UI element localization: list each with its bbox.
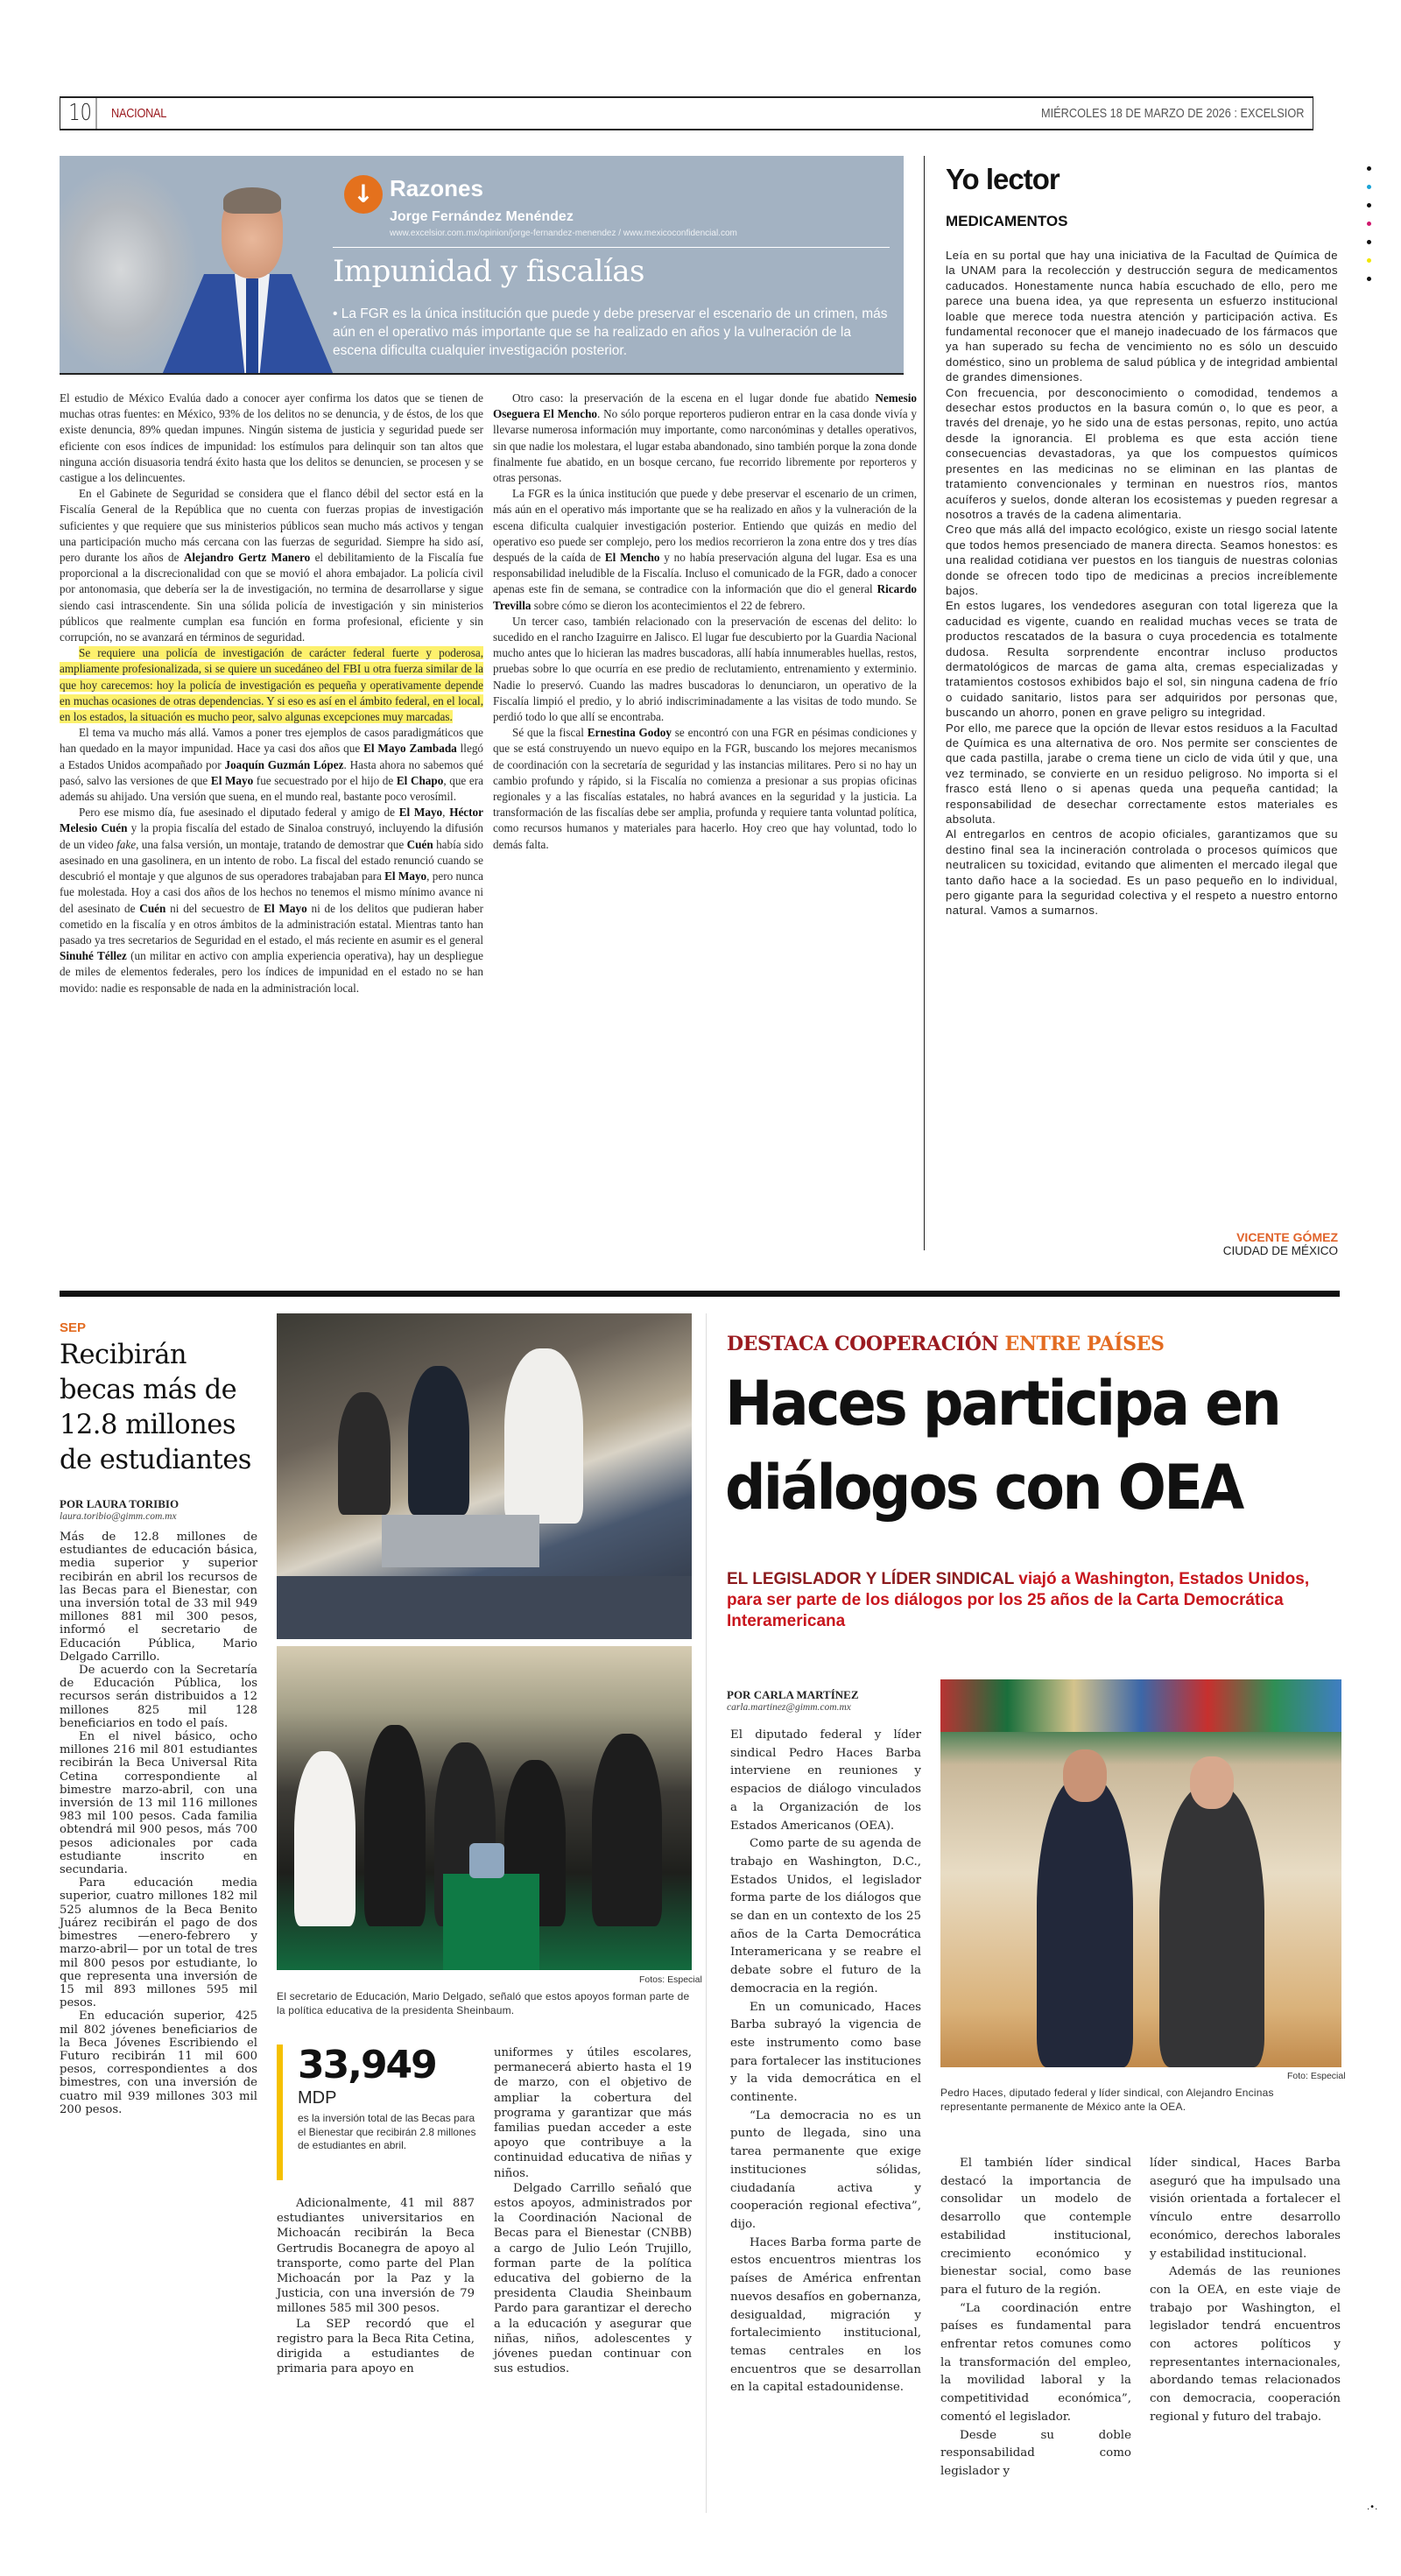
sep-photo-bottom: [277, 1646, 692, 1970]
letter-subject: MEDICAMENTOS: [946, 213, 1068, 229]
column-dek: • La FGR es la única institución que puede y debe preservar el escenario de un crimen, más aún en el operativo más importante que se ha realizado en años y la vulneración de la escena dificulta cualquier investigación posterior.: [333, 306, 888, 358]
photo-caption: El secretario de Educación, Mario Delgado, señaló que estos apoyos forman parte de la política educativa de la presidenta Sheinbaum.: [277, 1990, 690, 2016]
opinion-column-2: [493, 391, 917, 853]
registration-mark: [1367, 277, 1371, 281]
paragraph: Para educación media superior, cuatro millones 182 mil 525 alumnos de la Beca Benito Juárez recibirán el pago de dos bimestres —enero-febrero y marzo-abril— por un total de tres mil 800 pesos por estudiante, lo que representa una inversión de 15 mil 893 millones 595 mil pesos.: [60, 1876, 257, 2010]
sep-headline: Recibirán becas más de 12.8 millones de estudiantes: [60, 1340, 251, 1475]
paragraph: Delgado Carrillo señaló que estos apoyos, administrados por la Coordinación Nacional de Becas para el Bienestar (CNBB) a cargo de Julio León Trujillo, forman parte de la política educativa del gobierno de la presidenta Claudia Sheinbaum Pardo para garantizar el derecho a la educación y asegurar que niñas, niños, adolescentes y jóvenes puedan continuar con sus estudios.: [494, 2181, 692, 2376]
story-divider: [706, 1313, 707, 2513]
letter-signature: [1223, 1230, 1338, 1257]
byline-email[interactable]: laura.toribio@gimm.com.mx: [60, 1511, 177, 1522]
section-divider-bar: [60, 1291, 1340, 1297]
highlighted-paragraph: [60, 645, 483, 725]
stat-number: 33,949: [298, 2043, 436, 2087]
paragraph: uniformes y útiles escolares, permanecerá abierto hasta el 19 de marzo, con el objetivo de ampliar la cobertura del programa y garantizar que más familias puedan acceder a este apoyo que contribuye a la continuidad educativa de niñas y niños.: [494, 2046, 692, 2180]
registration-mark: [1367, 240, 1371, 244]
page-folio: [60, 96, 1313, 130]
letter-city: CIUDAD DE MÉXICO: [1222, 1244, 1338, 1257]
letter-body: [946, 248, 1338, 918]
sep-photo-top: [277, 1313, 692, 1639]
author-links[interactable]: www.excelsior.com.mx/opinion/jorge-fernandez-menendez / www.mexicoconfidencial.com: [390, 229, 737, 238]
column-name: Razones: [390, 175, 483, 201]
oea-column-2: [940, 2155, 1131, 2481]
paragraph: Haces Barba forma parte de estos encuentros mientras los países de América enfrentan nuevos desafíos en gobernanza, desigualdad, migración y fortalecimiento institucional, temas centrales en los encuentros que se desarrollan en la capital estadounidense.: [730, 2235, 921, 2395]
registration-marks: [1367, 166, 1376, 295]
highlight: Se requiere una policía de investigación de carácter federal fuerte y poderosa, ampliamente profesionalizada, si se quiere un sucedáneo del FBI u otra fuerza similar de la que hoy carecemos: hoy la policía de investigación es pequeña y operativamente depende en muchas ocasiones de otras dependencias. Y si eso es así en el ámbito federal, en el local, en los estados, la situación es mucho peor, salvo algunas excepciones muy marcadas.: [60, 646, 483, 724]
paragraph: En el Gabinete de Seguridad se considera que el flanco débil del sector está en la Fiscalía General de la República que no cuenta con fuerzas propias de investigación suficientes y que requiere que sus ministerios públicos sean mucho más activos y tengan una participación mucho más cercana con las fuerzas de seguridad. Siempre ha sido así, pero durante los años de Alejandro Gertz Manero el debilitamiento de la Fiscalía fue proporcional a la discrecionalidad con que se movió el ahora embajador. La policía civil por antonomasia, que debería ser la de investigación, no termina de desarrollarse y sigue siendo casi intrascendente. Sin una sólida policía de investigación y sin ministerios públicos que realmente cumplan esa función en forma profesional, eficiente y sin corrupción, no se avanzará en términos de seguridad.: [60, 487, 483, 644]
paragraph: Desde su doble responsabilidad como legislador y: [940, 2428, 1131, 2478]
oea-byline: [727, 1688, 859, 1713]
photo-credit: Foto: Especial: [1287, 2071, 1346, 2081]
opinion-banner: [60, 156, 904, 375]
paragraph: “La democracia no es un punto de llegada, sino una tarea permanente que exige instituciones sólidas, ciudadanía activa y cooperación regional efectiva”, dijo.: [730, 2108, 921, 2231]
byline-author: POR CARLA MARTÍNEZ: [727, 1688, 859, 1701]
letter-paragraph: Leía en su portal que hay una iniciativa de la Facultad de Química de la UNAM para la recolección y destrucción segura de medicamentos caducados. Honestamente nunca había escuchado de ello, pero me parece una buena idea, ya que representa un esfuerzo institucional loable que merece toda nuestra atención y participación activa. Es fundamental reconocer que el manejo inadecuado de los fármacos que ya han superado su fecha de vencimiento no es sólo un descuido doméstico, sino un problema de salud pública y de integridad ambiental de grandes dimensiones.: [946, 249, 1338, 384]
date-line: MIÉRCOLES 18 DE MARZO DE 2026 : EXCELSIOR: [1040, 106, 1304, 121]
letters-section-title: Yo lector: [946, 163, 1060, 195]
section-name: NACIONAL: [111, 106, 167, 121]
oea-dek: EL LEGISLADOR Y LÍDER SINDICAL viajó a Washington, Estados Unidos, para ser parte de los diálogos por los 25 años de la Carta Democrática Interamericana: [727, 1570, 1310, 1630]
paragraph: Adicionalmente, 41 mil 887 estudiantes universitarios en Michoacán recibirán la Beca Gertrudis Bocanegra de apoyo al transporte, como parte del Plan Michoacán por la Paz y la Justicia, con una inversión de 79 millones 585 mil 300 pesos.: [277, 2197, 475, 2316]
sep-column-1: [60, 1531, 257, 2116]
registration-mark: [1367, 222, 1371, 226]
paragraph: El tema va mucho más allá. Vamos a poner tres ejemplos de casos paradigmáticos que han quedado en la mayor impunidad. Hace ya casi dos años que El Mayo Zambada llegó a Estados Unidos acompañado por Joaquín Guzmán López. Hasta ahora no sabemos qué pasó, salvo las versiones de que El Mayo fue secuestrado por el hijo de El Chapo, que era además su ahijado. Una versión que suena, en el mundo real, bastante poco verosímil.: [60, 726, 484, 804]
sep-column-3: [494, 2045, 692, 2376]
sep-column-2: [277, 2196, 475, 2376]
column-title: Impunidad y fiscalías: [333, 254, 644, 289]
paragraph: El estudio de México Evalúa dado a conocer ayer confirma los datos que se tienen de muchas otras fuentes: en México, 93% de los delitos no se denuncia, y de éstos, de los que existe denuncia, 89% quedan impunes. Ningún sistema de justicia y seguridad puede ser eficiente con esos índices de impunidad: los estímulos para delinquir son tan altos que ninguna acción disuasoria tendrá éxito hasta que los delitos se denuncien, se procesen y se castigue a los delincuentes.: [60, 391, 483, 485]
opinion-column-1: [60, 391, 483, 996]
paragraph: El también líder sindical destacó la importancia de consolidar un modelo de desarrollo que contemple estabilidad institucional, crecimiento económico y bienestar social, como base para el futuro de la región.: [940, 2157, 1131, 2297]
photo-caption: Pedro Haces, diputado federal y líder sindical, con Alejandro Encinas representante permanente de México ante la OEA.: [940, 2087, 1274, 2113]
paragraph: Además de las reuniones con la OEA, en este viaje de trabajo por Washington, el legislador tendrá encuentros con actores políticos y representantes internacionales, abordando temas relacionados con democracia, cooperación regional y futuro del trabajo.: [1150, 2265, 1341, 2424]
letter-paragraph: Por ello, me parece que la opción de llevar estos residuos a la Facultad de Química es una alternativa de oro. Nos permite ser conscientes de que cada pastilla, jarabe o crema tiene un ciclo de vida útil y que, una vez terminado, se convierte en un residuo peligroso. No importa si el frasco está lleno o si apenas queda una pequeña cantidad; la responsabilidad de desechar correctamente estos materiales es absoluta.: [946, 721, 1338, 827]
paragraph: “La coordinación entre países es fundamental para enfrentar retos comunes como la transformación del empleo, la movilidad laboral y la competitividad económica”, comentó el legislador.: [940, 2301, 1131, 2424]
paragraph: Como parte de su agenda de trabajo en Washington, D.C., Estados Unidos, el legislador forma parte de los diálogos que se dan en un contexto de los 25 años de la Carta Democrática Interamericana y se reabre el debate sobre el futuro de la democracia en la región.: [730, 1837, 921, 1995]
registration-mark: [1367, 166, 1371, 171]
column-divider: [924, 156, 925, 1250]
column-author: Jorge Fernández Menéndez: [390, 209, 574, 224]
paragraph: En el nivel básico, ocho millones 216 mil 801 estudiantes recibirán la Beca Universal Rita Cetina correspondiente al bimestre marzo-abril, con una inversión de 13 mil 116 millones 983 mil 100 pesos. Cada familia obtendrá mil 900 pesos, más 700 pesos adicionales por cada estudiante inscrito en secundaria.: [60, 1730, 257, 1877]
paragraph: Más de 12.8 millones de estudiantes de educación básica, media superior y superior recibirán en abril los recursos de las Becas para el Bienestar, con una inversión total de 33 mil 949 millones 881 mil 300 pesos, informó el secretario de Educación Pública, Mario Delgado Carrillo.: [60, 1531, 257, 1664]
paragraph: De acuerdo con la Secretaría de Educación Pública, los recursos serán distribuidos a 12 millones 825 mil 128 beneficiarios en todo el país.: [60, 1664, 257, 1730]
letter-paragraph: Al entregarlos en centros de acopio oficiales, garantizamos que su destino final sea la incineración controlada o procesos químicos que neutralicen su toxicidad, evitando que alimenten el mercado ilegal que tanto daño hace a la sociedad. Es un paso pequeño en lo individual, pero gigante para la seguridad colectiva y el respeto a nuestro entorno natural. Vamos a sumarnos.: [946, 827, 1338, 918]
byline-author: POR LAURA TORIBIO: [60, 1497, 180, 1510]
arrow-down-icon: ↓: [344, 175, 383, 214]
oea-kicker: DESTACA COOPERACIÓN ENTRE PAÍSES: [727, 1333, 1165, 1355]
photo-credit: Fotos: Especial: [639, 1974, 702, 1985]
letter-paragraph: Creo que más allá del impacto ecológico, existe un riesgo social latente que todos hemos presenciado de manera directa. Seamos honestos: es una realidad cotidiana ver puestos en los tianguis de nuestras colonias donde se ofrecen todo tipo de medicinas a precios increíblemente bajos.: [946, 523, 1338, 597]
divider: [333, 247, 890, 248]
letter-author: VICENTE GÓMEZ: [1236, 1230, 1338, 1244]
stat-unit: MDP: [298, 2088, 337, 2108]
paragraph: Pero ese mismo día, fue asesinado el diputado federal y amigo de El Mayo, Héctor Melesio Cuén y la propia fiscalía del estado de Sinaloa construyó, incluyendo la difusión de un video fake, una falsa versión, un montaje, tratando de demostrar que Cuén había sido asesinado en una gasolinera, en un intento de robo. La fiscal del estado renunció cuando se descubrió el montaje y que algunos de sus operadores trabajaban para El Mayo, pero nunca fue molestada. Hoy a casi dos años de los hechos no tenemos el mismo mínimo avance ni del asesinato de Cuén ni del secuestro de El Mayo ni de los delitos que pudieran haber cometido en la fiscalía y en otros ámbitos de la administración estatal. Mientras tanto han pasado ya tres secretarios de Seguridad en el estado, el más reciente en asumir es el general Sinuhé Téllez (un militar en activo con amplia experiencia operativa), hay un despliegue de miles de elementos federales, pero los índices de impunidad en el estado no se han movido: nadie es responsable de nada en la administración local.: [60, 806, 484, 995]
paragraph: Un tercer caso, también relacionado con la preservación de escenas del delito: lo sucedido en el rancho Izaguirre en Jalisco. El lugar fue descubierto por la Guardia Nacional mucho antes que lo hicieran las madres buscadoras, allí había innumerables huellas, restos, pruebas sobre lo que ocurría en ese predio de reclutamiento, entrenamiento y exterminio. Nadie lo preservó. Cuando las madres buscadoras lo denunciaron, un operativo de la Fiscalía limpió el predio, y lo abrió indiscriminadamente a las visitas de todo mundo. Se perdió todo lo que allí se encontraba.: [493, 614, 917, 724]
oea-column-3: [1150, 2155, 1341, 2427]
paragraph: Sé que la fiscal Ernestina Godoy se encontró con una FGR en pésimas condiciones y que se está construyendo un nuevo equipo en la FGR, buscando los mejores mecanismos de coordinación con la secretaría de seguridad y las instancias militares. Pero si no hay un cambio profundo y rápido, si la Fiscalía no comienza a presionar a sus propias oficinas regionales y a las fiscalías estatales, no habrá avances en la seguridad y la justicia. La transformación de las fiscalías debe ser amplia, profunda y requiere tanta voluntad política, como recursos humanos y materiales para hacerlo. Hoy creo que hay voluntad, todo lo demás falta.: [493, 726, 917, 851]
registration-mark: [1367, 203, 1371, 208]
paragraph: Otro caso: la preservación de la escena en el lugar donde fue abatido Nemesio Oseguera El Mencho. No sólo porque reporteros pudieron entrar en la casa donde vivía y llevarse numerosa información muy importante, como narconóminas y detalles operativos, sin que nadie los molestara, el lugar estaba abandonado, sino también porque la zona donde finalmente fue abatido, en un bosque cercano, fue recorrido libremente por reporteros y otras personas.: [493, 391, 917, 485]
sep-kicker: SEP: [60, 1320, 87, 1335]
paragraph: El diputado federal y líder sindical Pedro Haces Barba interviene en reuniones y espacios de diálogo vinculados a la Organización de los Estados Americanos (OEA).: [730, 1728, 921, 1833]
paragraph: La SEP recordó que el registro para la Beca Rita Cetina, dirigida a estudiantes de primaria para apoyo en: [277, 2317, 475, 2376]
registration-mark: [1367, 185, 1371, 189]
stat-description: es la inversión total de las Becas para el Bienestar que recibirán 2.8 millones de estudiantes en abril.: [298, 2112, 476, 2151]
oea-photo: [940, 1679, 1341, 2067]
end-mark: .•.: [1367, 2502, 1378, 2512]
oea-headline: Haces participa en diálogos con OEA: [725, 1368, 1280, 1524]
page-number: 10: [65, 98, 97, 129]
paragraph: En educación superior, 425 mil 802 jóvenes beneficiarios de la Beca Jóvenes Escribiendo el Futuro recibirán 11 mil 600 pesos, correspondientes a dos bimestres, con una inversión de cuatro mil 939 millones 303 mil 200 pesos.: [60, 2009, 257, 2116]
author-photo: [160, 191, 335, 375]
letter-paragraph: En estos lugares, los vendedores aseguran con total ligereza que la caducidad es vigente, cuando en realidad muchas veces se trata de productos rescatados de la basura o cuya procedencia es totalmente dudosa. Resulta sorprendente encontrar incluso productos dermatológicos de marcas de gama alta, cremas especializadas y tratamientos costosos exhibidos bajo el sol, sin ninguna cadena de frío o cuidado sanitario, listos para ser adquiridos por personas que, buscando un ahorro, ponen en grave peligro su integridad.: [946, 599, 1338, 720]
paragraph: La FGR es la única institución que puede y debe preservar el escenario de un crimen, más aún en el operativo más importante que se ha realizado en años y la vulneración de la escena dificulta cualquier investigación posterior. Entiendo que quizás en medio del operativo eso puede ser complejo, pero los medios recorrieron la zona entre dos y tres días después de la caída de El Mencho y no había preservación alguna del lugar. Esa es una responsabilidad ineludible de la Fiscalía. Incluso el comunicado de la FGR, dado a conocer apenas este fin de semana, se contradice con la información que dio el general Ricardo Trevilla sobre cómo se dieron los acontecimientos el 22 de febrero.: [493, 487, 917, 612]
oea-column-1: [730, 1727, 921, 2397]
registration-mark: [1367, 258, 1371, 263]
paragraph: En un comunicado, Haces Barba subrayó la vigencia de este instrumento como base para fortalecer las instituciones y la vida democrática en el continente.: [730, 2000, 921, 2105]
letter-paragraph: Con frecuencia, por desconocimiento o comodidad, tendemos a desechar estos productos en la basura común o, lo que es peor, a través del drenaje, yo he sido una de estas personas, repito, uno actúa desde la ignorancia. El problema es que esta acción tiene consecuencias devastadoras, ya que los compuestos químicos presentes en las medicinas no se eliminan en las plantas de tratamiento convencionales y terminan en nuestros ríos, mantos acuíferos y suelos, donde alteran los ecosistemas y pueden regresar a nosotros a través de la cadena alimentaria.: [946, 385, 1338, 521]
sep-byline: [60, 1497, 179, 1522]
paragraph: líder sindical, Haces Barba aseguró que ha impulsado una visión orientada a fortalecer el vínculo entre desarrollo económico, derechos laborales y estabilidad institucional.: [1150, 2157, 1341, 2261]
stat-callout: [277, 2045, 478, 2180]
byline-email[interactable]: carla.martinez@gimm.com.mx: [727, 1702, 851, 1713]
